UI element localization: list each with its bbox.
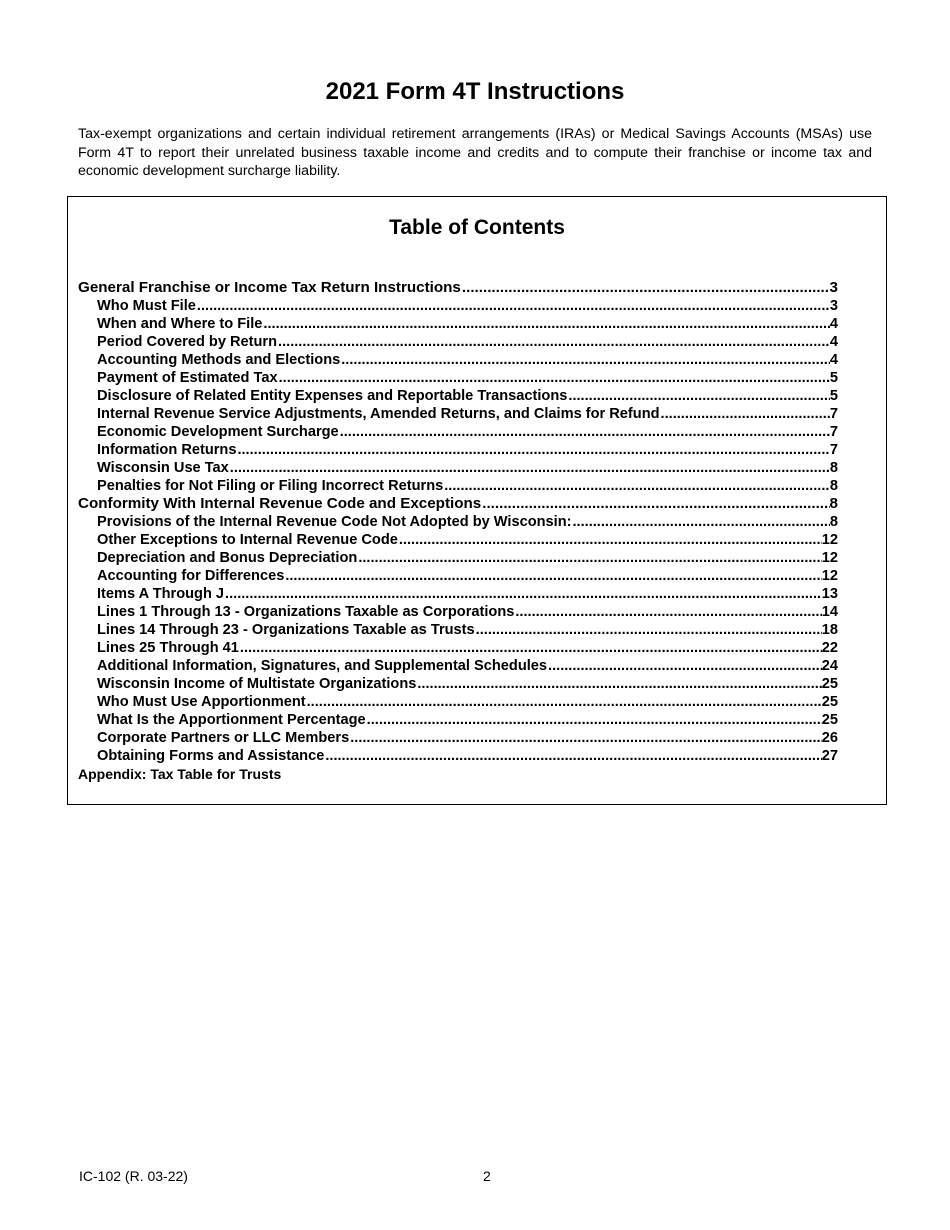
form-revision-id: IC-102 (R. 03-22) — [79, 1168, 188, 1184]
toc-entry-estimated-tax[interactable]: Payment of Estimated Tax ..... 5 — [78, 369, 838, 387]
toc-entry-when-where-file[interactable]: When and Where to File ..... 4 — [78, 315, 838, 333]
toc-entry-lines-25-41[interactable]: Lines 25 Through 41 ..... 22 — [78, 639, 838, 657]
toc-entry-who-must-file[interactable]: Who Must File ..... 3 — [78, 297, 838, 315]
toc-entry-provisions-not-adopted[interactable]: Provisions of the Internal Revenue Code Not Adopted by Wisconsin: ..... 8 — [78, 513, 838, 531]
toc-entry-period-covered[interactable]: Period Covered by Return ..... 4 — [78, 333, 838, 351]
toc-entry-who-must-apportion[interactable]: Who Must Use Apportionment ..... 25 — [78, 693, 838, 711]
toc-entry-general-instructions[interactable]: General Franchise or Income Tax Return Instructions ..... 3 — [78, 279, 838, 297]
toc-entry-use-tax[interactable]: Wisconsin Use Tax ..... 8 — [78, 459, 838, 477]
toc-entry-apportionment-percentage[interactable]: What Is the Apportionment Percentage ..... 25 — [78, 711, 838, 729]
toc-entry-penalties[interactable]: Penalties for Not Filing or Filing Incorrect Returns ..... 8 — [78, 477, 838, 495]
toc-entry-accounting-methods[interactable]: Accounting Methods and Elections ..... 4 — [78, 351, 838, 369]
toc-entry-economic-development-surcharge[interactable]: Economic Development Surcharge ..... 7 — [78, 423, 838, 441]
toc-entry-other-exceptions[interactable]: Other Exceptions to Internal Revenue Code ..... 12 — [78, 531, 838, 549]
toc-entry-lines-1-13[interactable]: Lines 1 Through 13 - Organizations Taxable as Corporations ..... 14 — [78, 603, 838, 621]
toc-entry-items-a-through-j[interactable]: Items A Through J ..... 13 — [78, 585, 838, 603]
page-number: 2 — [483, 1168, 491, 1184]
toc-entry-appendix[interactable]: Appendix: Tax Table for Trusts — [78, 766, 282, 782]
toc-list — [78, 279, 838, 783]
toc-entry-related-entity-disclosure[interactable]: Disclosure of Related Entity Expenses and Reportable Transactions ..... 5 — [78, 387, 838, 405]
toc-entry-obtaining-forms[interactable]: Obtaining Forms and Assistance ..... 27 — [78, 747, 838, 765]
toc-entry-depreciation[interactable]: Depreciation and Bonus Depreciation ..... 12 — [78, 549, 838, 567]
toc-entry-accounting-differences[interactable]: Accounting for Differences ..... 12 — [78, 567, 838, 585]
toc-entry-lines-14-23[interactable]: Lines 14 Through 23 - Organizations Taxable as Trusts ..... 18 — [78, 621, 838, 639]
toc-entry-corporate-partners[interactable]: Corporate Partners or LLC Members ..... 26 — [78, 729, 838, 747]
toc-entry-additional-information[interactable]: Additional Information, Signatures, and Supplemental Schedules ..... 24 — [78, 657, 838, 675]
document-title: 2021 Form 4T Instructions — [325, 78, 625, 105]
toc-entry-irs-adjustments[interactable]: Internal Revenue Service Adjustments, Amended Returns, and Claims for Refund ..... 7 — [78, 405, 838, 423]
toc-entry-information-returns[interactable]: Information Returns ..... 7 — [78, 441, 838, 459]
intro-paragraph: Tax-exempt organizations and certain individual retirement arrangements (IRAs) or Medical Savings Accounts (MSAs) use Form 4T to report their unrelated business taxable income and credits and to compute their franchise or income tax and economic development surcharge liability. — [78, 126, 872, 179]
toc-title: Table of Contents — [389, 216, 565, 239]
toc-entry-multistate-income[interactable]: Wisconsin Income of Multistate Organizations ..... 25 — [78, 675, 838, 693]
toc-entry-conformity[interactable]: Conformity With Internal Revenue Code and Exceptions ..... 8 — [78, 495, 838, 513]
